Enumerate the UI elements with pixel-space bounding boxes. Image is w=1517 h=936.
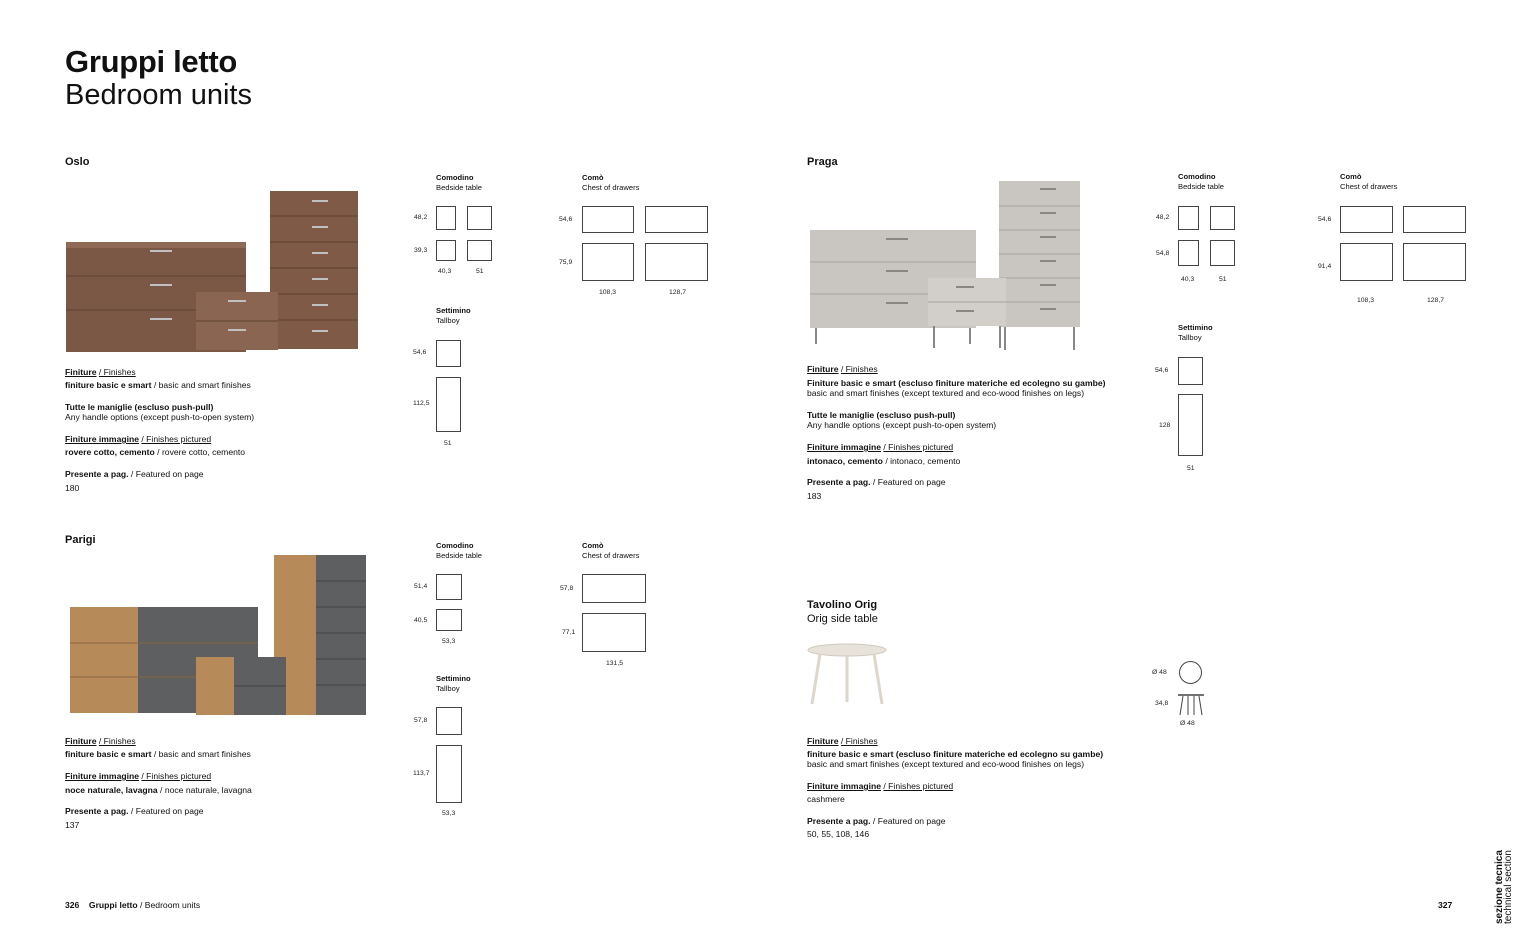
praga-set-h2: 128 <box>1159 422 1171 429</box>
tavolino-finishes-it: finiture basic e smart (escluso finiture materiche ed ecolegno su gambe) <box>807 749 1104 759</box>
oslo-como-front-b <box>645 243 708 281</box>
parigi-settimino-front <box>436 745 462 803</box>
parigi-finishes: finiture basic e smart / basic and smart finishes <box>65 749 251 759</box>
oslo-comodino-top-b <box>467 206 492 230</box>
tavolino-d-top: Ø 48 <box>1152 669 1167 676</box>
oslo-finishes-label: Finiture / Finishes <box>65 367 136 377</box>
praga-com-h1: 48,2 <box>1156 214 1170 221</box>
praga-como-w1: 108,3 <box>1357 297 1375 304</box>
oslo-settimino-top <box>436 340 461 367</box>
praga-com-w1: 40,3 <box>1181 276 1195 283</box>
oslo-settimino-front <box>436 377 461 432</box>
tavolino-top-view <box>1179 661 1202 684</box>
oslo-settimino-sub: Tallboy <box>436 316 460 325</box>
oslo-handles-en: Any handle options (except push-to-open system) <box>65 412 255 422</box>
tavolino-product-image <box>806 642 888 706</box>
tavolino-pictured-label: Finiture immagine / Finishes pictured <box>807 781 954 791</box>
oslo-como-sub: Chest of drawers <box>582 183 640 192</box>
praga-featured-page: 183 <box>807 491 822 501</box>
praga-como-front-b <box>1403 243 1466 281</box>
parigi-com-w: 53,3 <box>442 638 456 645</box>
oslo-product-image <box>62 186 368 352</box>
parigi-settimino-sub: Tallboy <box>436 684 460 693</box>
parigi-com-h2: 40,5 <box>414 617 428 624</box>
praga-handles-en: Any handle options (except push-to-open system) <box>807 420 997 430</box>
oslo-comodino-front-a <box>436 240 456 261</box>
oslo-como-h2: 75,9 <box>559 259 573 266</box>
footer-left-page-number: 326 <box>65 900 80 910</box>
tavolino-d-bottom: Ø 48 <box>1180 720 1195 727</box>
oslo-como-top-b <box>645 206 708 233</box>
praga-handles-it: Tutte le maniglie (escluso push-pull) <box>807 410 956 420</box>
parigi-set-w: 53,3 <box>442 810 456 817</box>
praga-pictured: intonaco, cemento / intonaco, cemento <box>807 456 961 466</box>
oslo-featured-page: 180 <box>65 483 80 493</box>
page-title: Gruppi letto <box>65 44 238 79</box>
oslo-set-h1: 54,6 <box>413 349 427 356</box>
parigi-comodino-sub: Bedside table <box>436 551 483 560</box>
tavolino-featured-pages: 50, 55, 108, 146 <box>807 829 870 839</box>
parigi-como-h1: 57,8 <box>560 585 574 592</box>
praga-como-label: Comò <box>1340 172 1362 181</box>
praga-featured-label: Presente a pag. / Featured on page <box>807 477 946 487</box>
parigi-como-sub: Chest of drawers <box>582 551 640 560</box>
parigi-como-top <box>582 574 646 603</box>
parigi-como-h2: 77,1 <box>562 629 576 636</box>
praga-como-h1: 54,6 <box>1318 216 1332 223</box>
parigi-comodino-label: Comodino <box>436 541 474 550</box>
praga-como-top-b <box>1403 206 1466 233</box>
oslo-como-label: Comò <box>582 173 604 182</box>
parigi-featured-page: 137 <box>65 820 80 830</box>
oslo-comodino-top-a <box>436 206 456 230</box>
praga-com-h2: 54,8 <box>1156 250 1170 257</box>
praga-comodino-front-b <box>1210 240 1235 266</box>
praga-pictured-label: Finiture immagine / Finishes pictured <box>807 442 954 452</box>
praga-settimino-front <box>1178 394 1203 456</box>
tavolino-heading: Tavolino Orig <box>807 599 878 611</box>
praga-comodino-sub: Bedside table <box>1178 182 1225 191</box>
parigi-settimino-top <box>436 707 462 735</box>
oslo-comodino-front-b <box>467 240 492 261</box>
praga-comodino-top-b <box>1210 206 1235 230</box>
oslo-como-w2: 128,7 <box>669 289 687 296</box>
praga-finishes-en: basic and smart finishes (except textured and eco-wood finishes on legs) <box>807 388 1085 398</box>
oslo-como-front-a <box>582 243 634 281</box>
parigi-featured-label: Presente a pag. / Featured on page <box>65 806 204 816</box>
parigi-set-h1: 57,8 <box>414 717 428 724</box>
praga-settimino-label: Settimino <box>1178 323 1213 332</box>
oslo-com-w2: 51 <box>476 268 484 275</box>
parigi-comodino-top <box>436 574 462 600</box>
oslo-comodino-label: Comodino <box>436 173 474 182</box>
tavolino-pictured: cashmere <box>807 794 845 804</box>
tavolino-finishes-en: basic and smart finishes (except textured and eco-wood finishes on legs) <box>807 759 1085 769</box>
tavolino-subheading: Orig side table <box>807 613 878 625</box>
oslo-como-w1: 108,3 <box>599 289 617 296</box>
praga-comodino-front-a <box>1178 240 1199 266</box>
praga-set-w: 51 <box>1187 465 1195 472</box>
praga-comodino-label: Comodino <box>1178 172 1216 181</box>
parigi-product-image <box>66 551 370 719</box>
praga-heading: Praga <box>807 156 838 168</box>
oslo-set-w: 51 <box>444 440 452 447</box>
praga-como-sub: Chest of drawers <box>1340 182 1398 191</box>
tavolino-side-view <box>1178 694 1204 716</box>
praga-comodino-top-a <box>1178 206 1199 230</box>
praga-com-w2: 51 <box>1219 276 1227 283</box>
praga-set-h1: 54,6 <box>1155 367 1169 374</box>
parigi-como-label: Comò <box>582 541 604 550</box>
praga-finishes-label: Finiture / Finishes <box>807 364 878 374</box>
oslo-com-w1: 40,3 <box>438 268 452 275</box>
oslo-como-top-a <box>582 206 634 233</box>
oslo-handles-it: Tutte le maniglie (escluso push-pull) <box>65 402 214 412</box>
praga-como-h2: 91,4 <box>1318 263 1332 270</box>
parigi-set-h2: 113,7 <box>413 770 430 777</box>
tavolino-featured-label: Presente a pag. / Featured on page <box>807 816 946 826</box>
oslo-set-h2: 112,5 <box>413 400 430 407</box>
praga-settimino-sub: Tallboy <box>1178 333 1202 342</box>
praga-product-image <box>806 178 1094 354</box>
praga-como-front-a <box>1340 243 1393 281</box>
side-section-en: technical section <box>1503 850 1514 924</box>
oslo-pictured: rovere cotto, cemento / rovere cotto, cemento <box>65 447 246 457</box>
oslo-featured-label: Presente a pag. / Featured on page <box>65 469 204 479</box>
oslo-comodino-sub: Bedside table <box>436 183 483 192</box>
parigi-como-front <box>582 613 646 652</box>
oslo-com-h1: 48,2 <box>414 214 428 221</box>
tavolino-h: 34,8 <box>1155 700 1169 707</box>
parigi-com-h1: 51,4 <box>414 583 428 590</box>
oslo-heading: Oslo <box>65 156 90 168</box>
oslo-com-h2: 39,3 <box>414 247 428 254</box>
parigi-comodino-front <box>436 609 462 631</box>
page-subtitle: Bedroom units <box>65 79 252 111</box>
oslo-como-h1: 54,6 <box>559 216 573 223</box>
praga-settimino-top <box>1178 357 1203 385</box>
parigi-settimino-label: Settimino <box>436 674 471 683</box>
oslo-finishes: finiture basic e smart / basic and smart finishes <box>65 380 251 390</box>
side-section-it: sezione tecnica <box>1494 850 1505 924</box>
praga-como-w2: 128,7 <box>1427 297 1445 304</box>
parigi-pictured-label: Finiture immagine / Finishes pictured <box>65 771 212 781</box>
oslo-settimino-label: Settimino <box>436 306 471 315</box>
parigi-como-w: 131,5 <box>606 660 624 667</box>
parigi-pictured: noce naturale, lavagna / noce naturale, lavagna <box>65 785 252 795</box>
praga-como-top-a <box>1340 206 1393 233</box>
tavolino-finishes-label: Finiture / Finishes <box>807 736 878 746</box>
praga-finishes-it: Finiture basic e smart (escluso finiture materiche ed ecolegno su gambe) <box>807 378 1106 388</box>
footer-right-page-number: 327 <box>1438 900 1453 910</box>
oslo-pictured-label: Finiture immagine / Finishes pictured <box>65 434 212 444</box>
parigi-finishes-label: Finiture / Finishes <box>65 736 136 746</box>
parigi-heading: Parigi <box>65 534 96 546</box>
footer-left: 326 Gruppi letto / Bedroom units <box>65 900 201 910</box>
